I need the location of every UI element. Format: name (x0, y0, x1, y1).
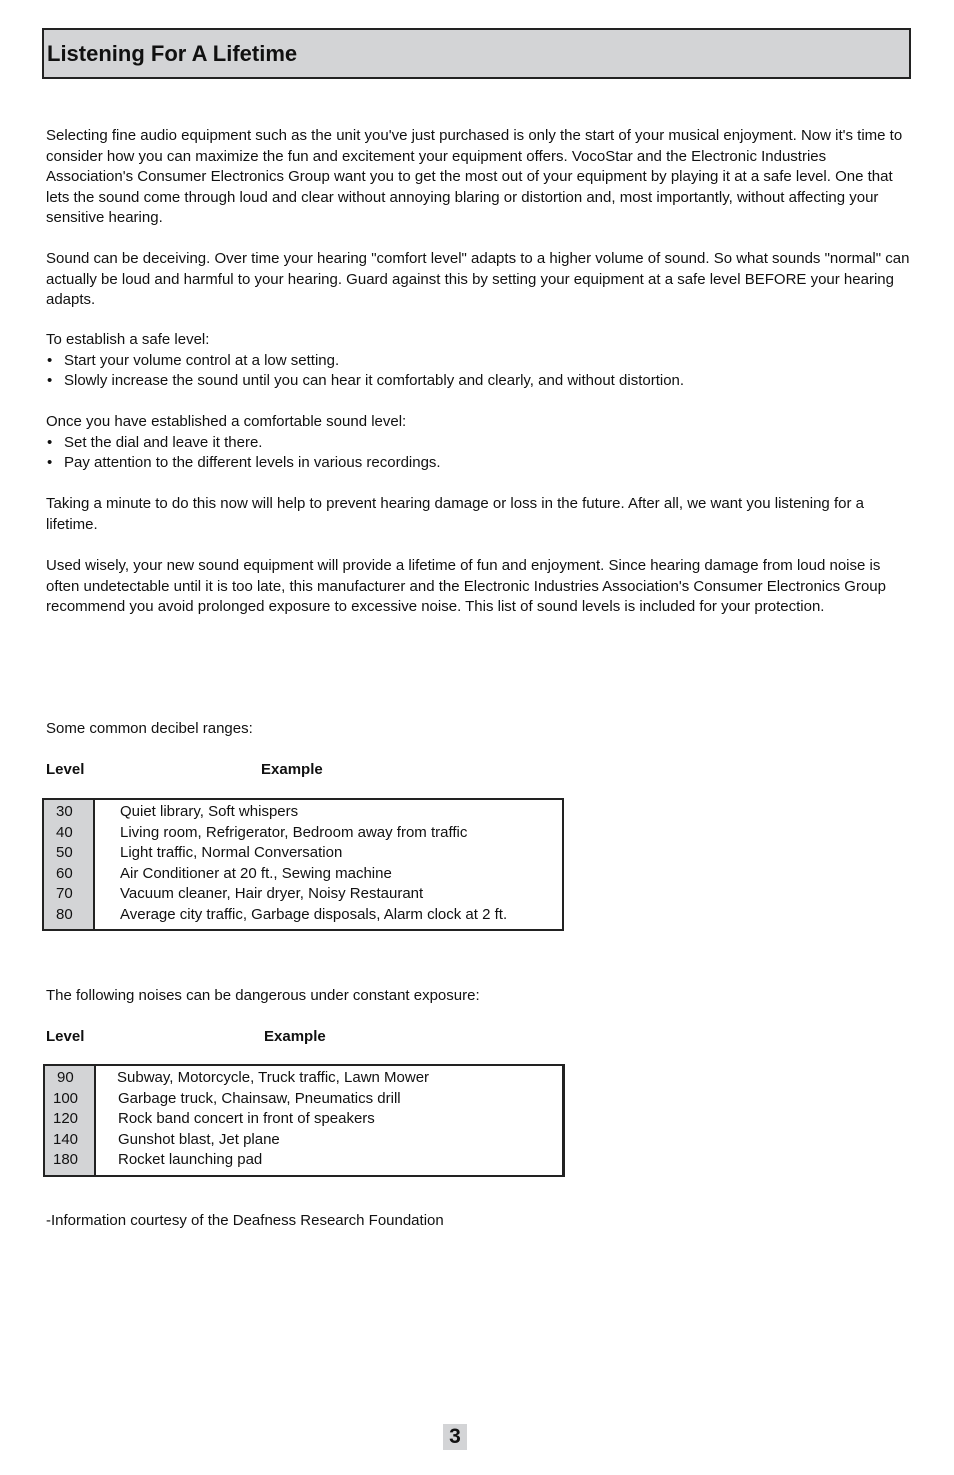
dangerous-noises-intro: The following noises can be dangerous under constant exposure: (46, 987, 480, 1004)
common-level-header: Level (46, 761, 85, 778)
page-title: Listening For A Lifetime (47, 41, 298, 66)
table-row (44, 1150, 564, 1176)
table-row (44, 1065, 564, 1089)
level-cell: 80 (43, 905, 94, 931)
prevention-paragraph: Taking a minute to do this now will help to prevent hearing damage or loss in the future. After all, we want you listening for a lifetime. (46, 495, 864, 533)
list-item: • Set the dial and leave it there. (46, 433, 912, 454)
comfort-level-section (46, 412, 912, 474)
table-row (44, 1089, 564, 1110)
comfort-level-intro: Once you have established a comfortable sound level: (46, 413, 407, 430)
level-cell: 140 (44, 1130, 95, 1151)
dangerous-level-header: Level (46, 1028, 85, 1045)
table-row (43, 884, 563, 905)
protection-paragraph: Used wisely, your new sound equipment will provide a lifetime of fun and enjoyment. Since hearing damage from loud noise is often undetectable until it is too late, this manufacturer and the Electronic Industries Association's Consumer Electronics Group recommend you avoid prolonged exposure to excessive noise. This list of sound levels is included for your protection. (46, 557, 886, 615)
table-row (43, 823, 563, 844)
example-cell: Subway, Motorcycle, Truck traffic, Lawn Mower (117, 1069, 430, 1086)
level-cell: 100 (44, 1089, 95, 1110)
list-item: • Start your volume control at a low setting. (46, 351, 912, 372)
level-cell: 120 (44, 1109, 95, 1130)
safe-level-section (46, 330, 912, 392)
page-number: 3 (443, 1424, 467, 1450)
table-row (44, 1109, 564, 1130)
level-cell: 60 (43, 864, 94, 885)
source-credit: -Information courtesy of the Deafness Research Foundation (46, 1212, 444, 1229)
table-row (43, 843, 563, 864)
level-cell: 40 (43, 823, 94, 844)
level-cell: 90 (44, 1065, 95, 1089)
comfort-level-list (46, 433, 912, 474)
example-cell: Garbage truck, Chainsaw, Pneumatics drill (118, 1089, 401, 1107)
example-cell: Living room, Refrigerator, Bedroom away from traffic (120, 823, 468, 841)
example-cell: Quiet library, Soft whispers (120, 803, 299, 820)
list-item: • Slowly increase the sound until you can hear it comfortably and clearly, and without distortion. (46, 371, 912, 392)
table-row (43, 799, 563, 823)
level-cell: 50 (43, 843, 94, 864)
table-row (43, 905, 563, 931)
common-example-header: Example (261, 761, 323, 778)
common-decibel-table (42, 798, 564, 931)
list-item: • Pay attention to the different levels in various recordings. (46, 453, 912, 474)
level-cell: 180 (44, 1150, 95, 1176)
dangerous-example-header: Example (264, 1028, 326, 1045)
common-ranges-intro: Some common decibel ranges: (46, 720, 253, 737)
example-cell: Rock band concert in front of speakers (118, 1110, 375, 1127)
title-bar (42, 28, 911, 79)
example-cell: Rocket launching pad (118, 1151, 263, 1168)
example-cell: Light traffic, Normal Conversation (120, 844, 343, 861)
example-cell: Average city traffic, Garbage disposals, Alarm clock at 2 ft. (120, 905, 508, 923)
example-cell: Gunshot blast, Jet plane (118, 1130, 280, 1148)
example-cell: Vacuum cleaner, Hair dryer, Noisy Restaurant (120, 885, 424, 902)
safe-level-list (46, 351, 912, 392)
level-cell: 70 (43, 884, 94, 905)
deceiving-paragraph: Sound can be deceiving. Over time your hearing "comfort level" adapts to a higher volume of sound. So what sounds "normal" can actually be loud and harmful to your hearing. Guard against this by setting your equipment at a safe level BEFORE your hearing adapts. (46, 250, 910, 308)
intro-paragraph: Selecting fine audio equipment such as the unit you've just purchased is only the start of your musical enjoyment. Now it's time to consider how you can maximize the fun and excitement your equipment offers. VocoStar and the Electronic Industries Association's Consumer Electronics Group want you to get the most out of your equipment by playing it at a safe level. One that lets the sound come through loud and clear without annoying blaring or distortion and, most importantly, without affecting your sensitive hearing. (46, 127, 903, 226)
level-cell: 30 (43, 799, 94, 823)
table-row (43, 864, 563, 885)
table-row (44, 1130, 564, 1151)
example-cell: Air Conditioner at 20 ft., Sewing machine (120, 864, 392, 882)
safe-level-intro: To establish a safe level: (46, 331, 210, 348)
dangerous-noise-table (43, 1064, 565, 1177)
